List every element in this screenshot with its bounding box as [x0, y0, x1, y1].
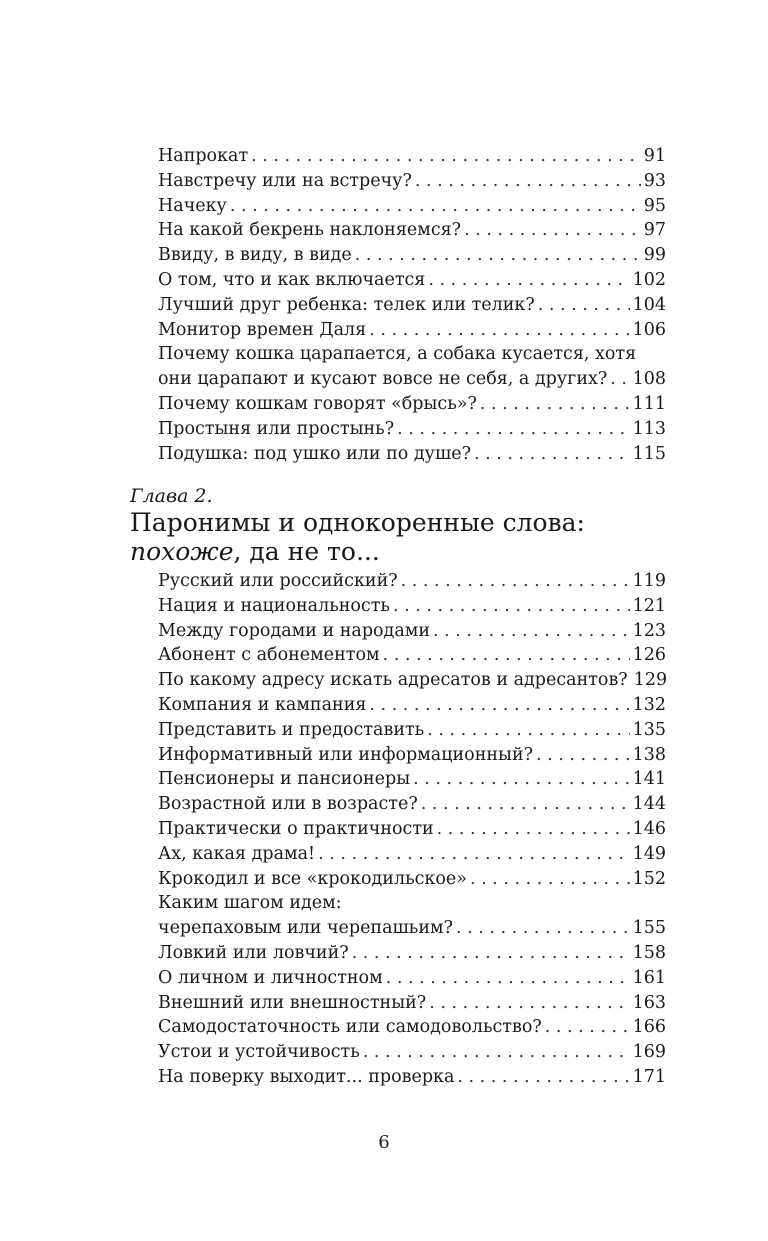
dot-leader	[538, 293, 630, 318]
toc-entry	[158, 619, 666, 644]
toc-entry-page: 166	[632, 1017, 666, 1038]
toc-entry-page: 132	[632, 694, 666, 715]
dot-leader	[421, 792, 630, 817]
toc-entry-page: 138	[632, 744, 666, 765]
dot-leader	[433, 619, 630, 644]
dot-leader	[457, 1065, 629, 1090]
toc-entry-title: На поверку выходит... проверка	[158, 1066, 455, 1087]
dot-leader	[393, 594, 630, 619]
toc-entry-page: 158	[632, 942, 666, 963]
dot-leader	[352, 941, 630, 966]
dot-leader	[610, 367, 629, 392]
toc-entry	[158, 1040, 666, 1065]
toc-entry	[158, 867, 666, 892]
dot-leader	[437, 817, 630, 842]
dot-leader	[474, 442, 630, 467]
chapter-heading	[130, 484, 690, 566]
toc-entry-page: 123	[632, 620, 666, 641]
toc-entry-page: 135	[632, 719, 666, 740]
chapter-title-emphasis: похоже	[130, 537, 234, 566]
toc-entry-page: 119	[632, 571, 666, 591]
toc-section-two	[158, 569, 666, 1090]
toc-entry	[158, 817, 666, 842]
toc-entry	[158, 243, 666, 268]
toc-entry-page: 97	[643, 220, 666, 241]
toc-entry-page: 113	[632, 418, 666, 439]
dot-leader	[456, 916, 630, 941]
toc-entry-title: черепаховым или черепашьим?	[158, 918, 453, 939]
dot-leader	[355, 243, 641, 268]
toc-entry-title: Ловкий или ловчий?	[158, 942, 349, 963]
toc-entry	[158, 169, 666, 194]
toc-entry	[158, 991, 666, 1016]
toc-entry-title: На какой бекрень наклоняемся?	[158, 220, 462, 241]
toc-entry-page: 129	[633, 670, 668, 691]
toc-entry	[158, 194, 666, 219]
toc-entry-title: Представить и предоставить	[158, 719, 425, 740]
chapter-title	[130, 508, 690, 566]
toc-entry	[158, 1065, 666, 1090]
toc-entry-page: 144	[632, 794, 666, 815]
dot-leader	[369, 693, 629, 718]
toc-entry-line: Почему кошка царапается, а собака кусается, хотя	[158, 344, 637, 365]
toc-entry-page: 102	[632, 269, 666, 290]
toc-entry	[158, 218, 666, 243]
toc-entry-page: 126	[632, 645, 666, 666]
dot-leader	[536, 743, 630, 768]
toc-entry	[158, 668, 666, 693]
toc-entry	[158, 318, 666, 343]
toc-entry-page: 121	[632, 595, 666, 616]
toc-section-one	[158, 144, 666, 466]
toc-entry	[158, 293, 666, 318]
toc-entry-title: Компания и кампания	[158, 694, 367, 715]
toc-entry-page: 152	[632, 868, 666, 889]
toc-entry	[158, 916, 666, 941]
toc-entry-page: 169	[632, 1042, 666, 1063]
toc-entry-title: Практически о практичности	[158, 818, 434, 839]
chapter-title-line1: Паронимы и однокоренные слова:	[130, 508, 585, 537]
toc-entry-title: Русский или российский?	[158, 571, 398, 591]
toc-entry-page: 163	[632, 992, 666, 1013]
toc-entry	[158, 392, 666, 417]
dot-leader	[363, 1040, 630, 1065]
dot-leader	[480, 392, 630, 417]
toc-entry-title: Информативный или информационный?	[158, 744, 533, 765]
toc-entry	[158, 767, 666, 792]
dot-leader	[545, 1015, 630, 1040]
dot-leader	[397, 417, 630, 442]
toc-entry-page: 111	[632, 393, 666, 414]
toc-entry-title: Устои и устойчивость	[158, 1042, 360, 1063]
toc-entry-page: 171	[632, 1066, 666, 1087]
toc-entry	[158, 367, 666, 392]
toc-entry	[158, 643, 666, 668]
toc-entry-page: 155	[632, 918, 666, 939]
toc-entry-line: Каким шагом идем:	[158, 893, 342, 914]
toc-entry	[158, 718, 666, 743]
toc-entry-page: 146	[632, 818, 666, 839]
toc-entry-title: Пенсионеры и пансионеры	[158, 769, 411, 790]
toc-entry-page: 149	[632, 843, 666, 864]
toc-entry-title: Ах, какая драма!	[158, 843, 316, 864]
toc-entry	[158, 743, 666, 768]
dot-leader	[427, 718, 629, 743]
dot-leader	[251, 144, 641, 169]
dot-leader	[413, 767, 629, 792]
toc-entry	[158, 144, 666, 169]
toc-entry-page: 99	[643, 245, 666, 266]
toc-entry-title: Монитор времен Даля	[158, 319, 367, 340]
toc-entry-page: 141	[632, 769, 666, 790]
toc-entry-title: Начеку	[158, 195, 227, 216]
toc-entry-page: 108	[632, 369, 666, 390]
toc-entry	[158, 792, 666, 817]
toc-entry-title: О личном и личностном	[158, 967, 383, 988]
toc-entry-page: 93	[643, 170, 666, 191]
toc-entry-title: Почему кошкам говорят «брысь»?	[158, 393, 477, 414]
toc-entry-title: Напрокат	[158, 146, 249, 166]
dot-leader	[401, 569, 630, 594]
toc-entry-title: Крокодил и все «крокодильское»	[158, 868, 467, 889]
toc-entry-page: 91	[643, 146, 666, 166]
toc-entries	[158, 569, 666, 1090]
toc-entry-title: Лучший друг ребенка: телек или телик?	[158, 294, 535, 315]
toc-entry-title: По какому адресу искать адресатов и адресантов?	[158, 670, 628, 691]
dot-leader	[428, 268, 629, 293]
toc-entry	[158, 417, 666, 442]
toc-entry	[158, 966, 666, 991]
toc-entry-title: они царапают и кусают вовсе не себя, а других?	[158, 369, 608, 390]
toc-entry-title: Подушка: под ушко или по душе?	[158, 443, 471, 464]
toc-entry-title: Навстречу или на встречу?	[158, 170, 412, 191]
toc-entries	[158, 144, 666, 466]
chapter-label: Глава 2.	[130, 485, 213, 507]
toc-entry	[158, 693, 666, 718]
toc-entry-page: 161	[632, 967, 666, 988]
dot-leader	[318, 842, 630, 867]
toc-entry-page: 104	[632, 294, 666, 315]
dot-leader	[470, 867, 630, 892]
toc-entry-title: Внешний или внешностный?	[158, 992, 427, 1013]
toc-entry	[158, 1015, 666, 1040]
dot-leader	[383, 643, 630, 668]
toc-entry	[158, 842, 666, 867]
toc-entry	[158, 941, 666, 966]
toc-entry-title: Нация и национальность	[158, 595, 390, 616]
dot-leader	[464, 218, 641, 243]
dot-leader	[386, 966, 630, 991]
dot-leader	[429, 991, 629, 1016]
toc-entry-title: Самодостаточность или самодовольство?	[158, 1017, 542, 1038]
toc-entry	[158, 442, 666, 467]
toc-entry-title: Ввиду, в виду, в виде	[158, 245, 352, 266]
chapter-title-line2: , да не то...	[233, 537, 380, 566]
toc-entry-title: О том, что и как включается	[158, 269, 426, 290]
toc-entry-page: 95	[643, 195, 666, 216]
page-number: 6	[378, 1132, 390, 1153]
toc-entry-title: Абонент с абонементом	[158, 645, 380, 666]
toc-entry	[158, 594, 666, 619]
dot-leader	[415, 169, 641, 194]
dot-leader	[369, 318, 629, 343]
toc-entry-title: Возрастной или в возрасте?	[158, 794, 418, 815]
toc-entry-page: 106	[632, 319, 666, 340]
toc-entry	[158, 268, 666, 293]
toc-entry-page: 115	[632, 443, 666, 464]
toc-entry	[158, 569, 666, 594]
toc-entry-title: Между городами и народами	[158, 620, 431, 641]
toc-entry-title: Простыня или простынь?	[158, 418, 395, 439]
dot-leader	[230, 194, 641, 219]
